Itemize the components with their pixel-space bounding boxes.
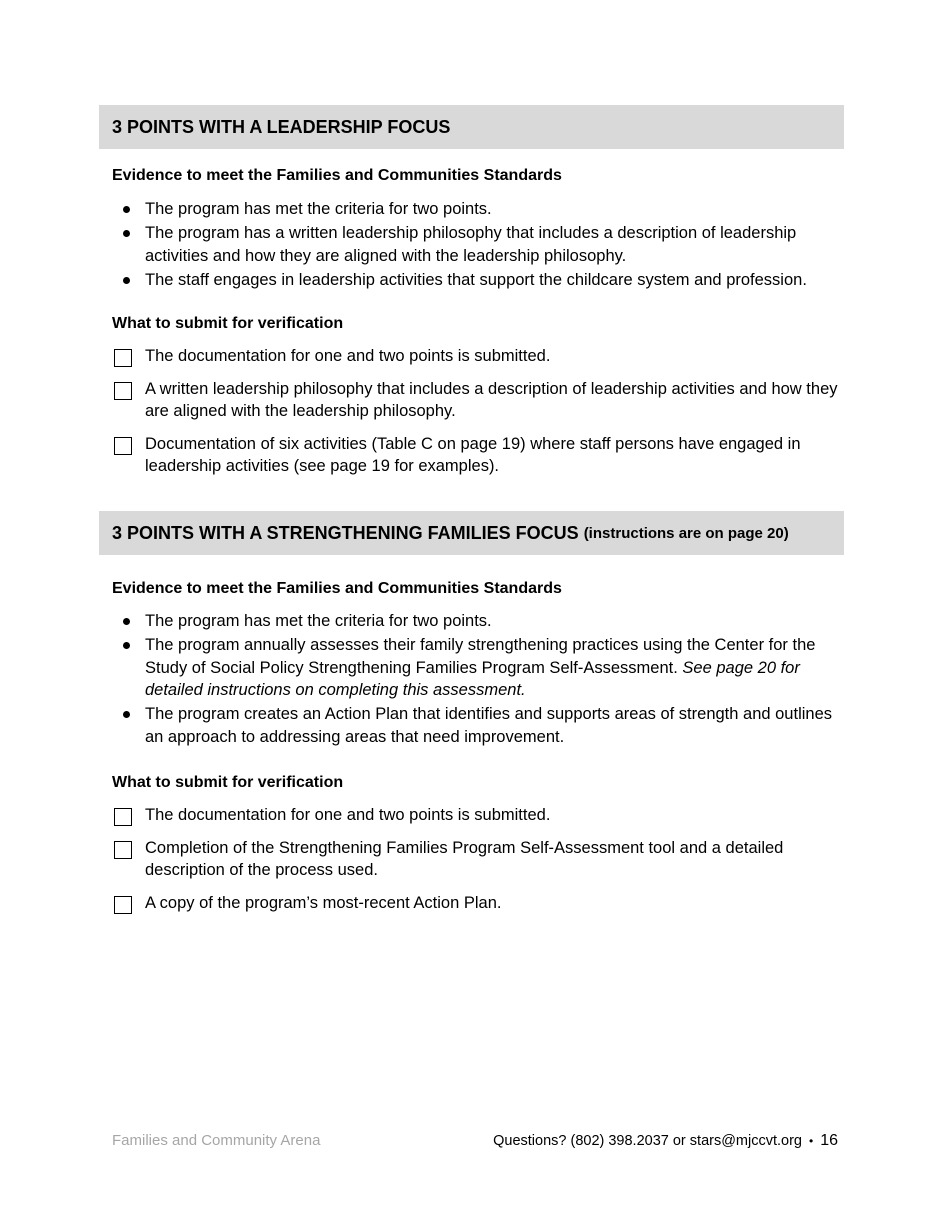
- list-item: The staff engages in leadership activities that support the childcare system and profession.: [112, 269, 842, 292]
- leadership-section-title: 3 POINTS WITH A LEADERSHIP FOCUS: [112, 116, 451, 137]
- bullet-icon: [123, 206, 130, 213]
- strengthening-section-note: (instructions are on page 20): [583, 524, 789, 542]
- list-item: The program creates an Action Plan that identifies and supports areas of strength and outlines an approach to addressing areas that need improvement.: [112, 703, 842, 748]
- list-item: The program has met the criteria for two points.: [112, 198, 842, 221]
- list-item: The program annually assesses their family strengthening practices using the Center for the Study of Social Policy Strengthening Families Program Self-Assessment. See page 20 for detailed instructions on completing this assessment.: [112, 634, 842, 702]
- bullet-icon: [123, 618, 130, 625]
- bullet-icon: [123, 711, 130, 718]
- checkbox[interactable]: [114, 382, 132, 400]
- instructions-reference: See page 20 for detailed instructions on completing this assessment.: [145, 658, 800, 699]
- checkbox[interactable]: [114, 896, 132, 914]
- checklist-item: Documentation of six activities (Table C on page 19) where staff persons have engaged in leadership activities (see page 19 for examples).: [112, 433, 842, 478]
- checklist-item: The documentation for one and two points is submitted.: [112, 345, 842, 368]
- footer-contact: [493, 1132, 838, 1150]
- checkbox[interactable]: [114, 841, 132, 859]
- strengthening-evidence-list: [112, 610, 842, 750]
- footer-section-name: Families and Community Arena: [112, 1132, 321, 1149]
- checklist-item: Completion of the Strengthening Families Program Self-Assessment tool and a detailed description of the process used.: [112, 837, 842, 882]
- bullet-icon: [123, 642, 130, 649]
- checkbox[interactable]: [114, 349, 132, 367]
- list-item: The program has a written leadership philosophy that includes a description of leadership activities and how they are aligned with the leadership philosophy.: [112, 222, 842, 267]
- footer-contact-text: Questions? (802) 398.2037 or stars@mjccvt.org: [493, 1133, 802, 1149]
- checklist-item: A copy of the program’s most-recent Action Plan.: [112, 892, 842, 915]
- checklist-item: A written leadership philosophy that includes a description of leadership activities and how they are aligned with the leadership philosophy.: [112, 378, 842, 423]
- leadership-evidence-list: [112, 198, 842, 293]
- list-item: The program has met the criteria for two points.: [112, 610, 842, 633]
- strengthening-section-title: 3 POINTS WITH A STRENGTHENING FAMILIES FOCUS: [112, 522, 579, 543]
- checkbox[interactable]: [114, 808, 132, 826]
- leadership-submit-checklist: [112, 345, 842, 488]
- bullet-icon: [123, 277, 130, 284]
- leadership-submit-heading: What to submit for verification: [112, 315, 344, 332]
- leadership-evidence-heading: Evidence to meet the Families and Communities Standards: [112, 167, 562, 184]
- strengthening-evidence-heading: Evidence to meet the Families and Communities Standards: [112, 580, 562, 597]
- strengthening-submit-checklist: [112, 804, 842, 924]
- strengthening-section-header: [99, 511, 844, 555]
- checkbox[interactable]: [114, 437, 132, 455]
- checklist-item: The documentation for one and two points is submitted.: [112, 804, 842, 827]
- leadership-section-header: [99, 105, 844, 149]
- page-number: 16: [820, 1132, 838, 1149]
- bullet-icon: [123, 230, 130, 237]
- footer-separator: •: [809, 1134, 814, 1148]
- strengthening-submit-heading: What to submit for verification: [112, 774, 344, 791]
